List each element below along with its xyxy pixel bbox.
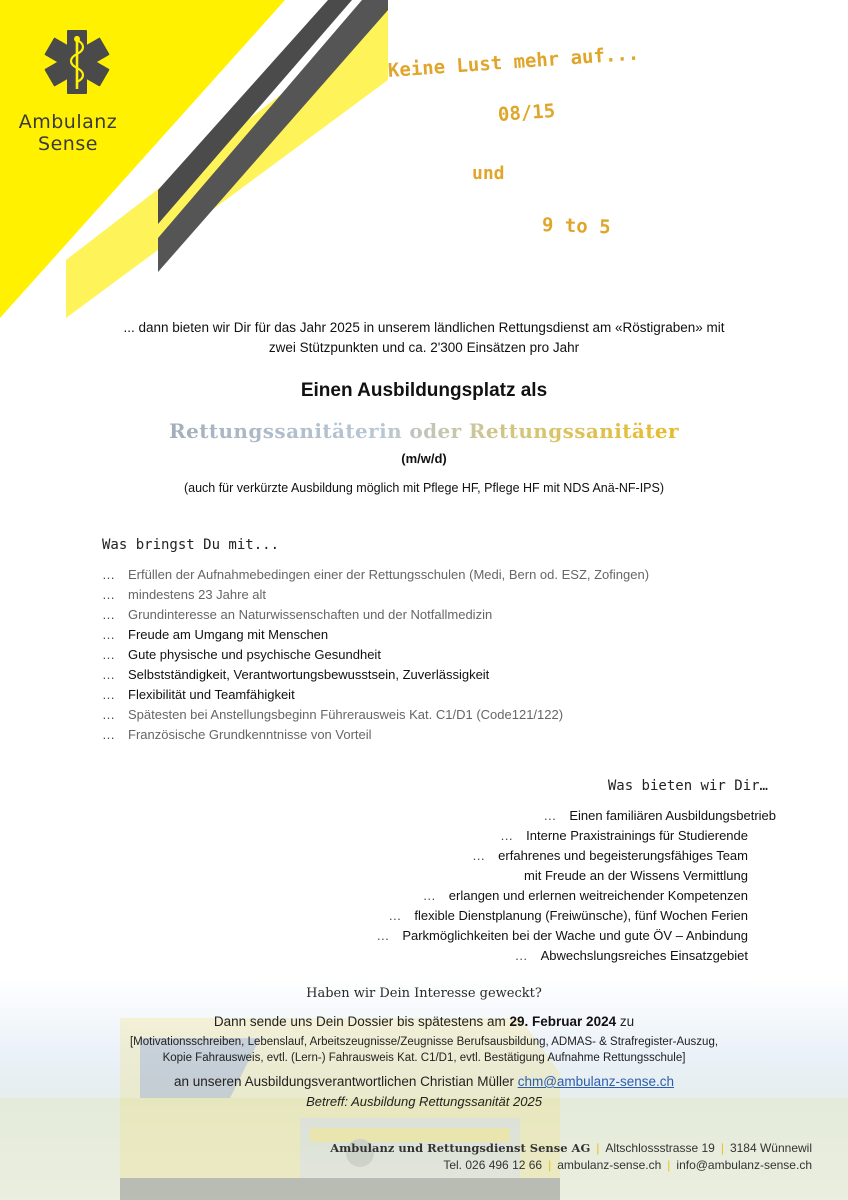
bullet: … xyxy=(102,707,116,722)
bullet: … xyxy=(102,667,116,682)
job-title: Rettungssanitäterin oder Rettungssanitäter xyxy=(0,419,848,443)
bullet: … xyxy=(388,908,403,923)
email-subject: Betreff: Ausbildung Rettungssanität 2025 xyxy=(306,1094,542,1109)
list-item: … Spätesten bei Anstellungsbeginn Führerausweis Kat. C1/D1 (Code121/122) xyxy=(102,705,649,725)
intro-line2: zwei Stützpunkten und ca. 2'300 Einsätzen pro Jahr xyxy=(268,340,580,355)
gender-note: (m/w/d) xyxy=(401,451,447,466)
requirements-list xyxy=(102,565,649,745)
footer-address xyxy=(330,1141,812,1155)
list-item: … Gute physische und psychische Gesundheit xyxy=(102,645,649,665)
list-item: … mindestens 23 Jahre alt xyxy=(102,585,649,605)
shortened-training-note: (auch für verkürzte Ausbildung möglich mit Pflege HF, Pflege HF mit NDS Anä-NF-IPS) xyxy=(183,481,665,495)
separator: | xyxy=(548,1158,552,1172)
footer-email-link[interactable]: info@ambulanz-sense.ch xyxy=(676,1158,812,1172)
slogan-line1: Keine Lust mehr auf... xyxy=(387,42,640,82)
list-item: … Selbstständigkeit, Verantwortungsbewusstsein, Zuverlässigkeit xyxy=(102,665,649,685)
intro-text xyxy=(0,318,848,358)
list-item: … Französische Grundkenntnisse von Vorteil xyxy=(102,725,649,745)
bullet: … xyxy=(102,607,116,622)
bullet: … xyxy=(514,948,529,963)
offers-heading: Was bieten wir Dir… xyxy=(607,778,768,794)
list-item: … flexible Dienstplanung (Freiwünsche), fünf Wochen Ferien xyxy=(376,906,776,926)
cta-heading: Haben wir Dein Interesse geweckt? xyxy=(306,986,542,1001)
headline: Einen Ausbildungsplatz als xyxy=(300,380,548,401)
contact-email-link[interactable]: chm@ambulanz-sense.ch xyxy=(517,1074,674,1089)
header-graphic xyxy=(0,0,848,330)
brand-name-line2: Sense xyxy=(38,133,98,155)
intro-line1: ... dann bieten wir Dir für das Jahr 2025 in unserem ländlichen Rettungsdienst am «Röstigraben» mit xyxy=(123,320,725,335)
street: Altschlossstrasse 19 xyxy=(605,1141,715,1155)
bullet: … xyxy=(472,848,487,863)
list-item: … Flexibilität und Teamfähigkeit xyxy=(102,685,649,705)
list-item: mit Freude an der Wissens Vermittlung xyxy=(524,868,748,883)
separator: | xyxy=(720,1141,724,1155)
bullet: … xyxy=(102,727,116,742)
bullet: … xyxy=(102,587,116,602)
footer-contact xyxy=(443,1158,812,1172)
deadline-date: 29. Februar 2024 xyxy=(509,1014,617,1029)
slogan-line3: und xyxy=(472,163,505,184)
list-item: … Einen familiären Ausbildungsbetrieb xyxy=(376,806,776,826)
separator: | xyxy=(596,1141,600,1155)
slogan-line4: 9 to 5 xyxy=(541,214,611,239)
separator: | xyxy=(667,1158,671,1172)
phone: Tel. 026 496 12 66 xyxy=(443,1158,543,1172)
bullet: … xyxy=(102,647,116,662)
bullet: … xyxy=(376,928,391,943)
bullet: … xyxy=(102,567,116,582)
list-item: … Abwechslungsreiches Einsatzgebiet xyxy=(376,946,776,966)
city: 3184 Wünnewil xyxy=(729,1141,812,1155)
bullet: … xyxy=(102,627,116,642)
offers-list xyxy=(376,806,776,966)
contact-line: an unseren Ausbildungsverantwortlichen Christian Müller chm@ambulanz-sense.ch xyxy=(174,1074,674,1089)
slogan-line2: 08/15 xyxy=(497,100,556,126)
list-item: … erlangen und erlernen weitreichender Kompetenzen xyxy=(376,886,776,906)
list-item: … Parkmöglichkeiten bei der Wache und gute ÖV – Anbindung xyxy=(376,926,776,946)
list-item: … Freude am Umgang mit Menschen xyxy=(102,625,649,645)
required-documents: [Motivationsschreiben, Lebenslauf, Arbeitszeugnisse/Zeugnisse Berufsausbildung, ADMAS- & Strafregister-Auszug, Kopie Fahrausweis, evtl. (Lern-) Fahrausweis Kat. C1/D1, evtl. Bestätigung Aufnahme Rettungsschule] xyxy=(129,1036,719,1064)
list-item: … Interne Praxistrainings für Studierende xyxy=(376,826,776,846)
bullet: … xyxy=(543,808,558,823)
brand-name-line1: Ambulanz xyxy=(18,111,118,133)
bullet: … xyxy=(102,687,116,702)
list-item: … Erfüllen der Aufnahmebedingen einer der Rettungsschulen (Medi, Bern od. ESZ, Zofingen) xyxy=(102,565,649,585)
requirements-heading: Was bringst Du mit... xyxy=(102,537,280,553)
bullet: … xyxy=(422,888,437,903)
company-name: Ambulanz und Rettungsdienst Sense AG xyxy=(330,1141,591,1155)
list-item: … Grundinteresse an Naturwissenschaften und der Notfallmedizin xyxy=(102,605,649,625)
deadline-line: Dann sende uns Dein Dossier bis spätestens am 29. Februar 2024 zu xyxy=(213,1014,635,1029)
website-link[interactable]: ambulanz-sense.ch xyxy=(557,1158,662,1172)
bullet: … xyxy=(500,828,515,843)
list-item: … erfahrenes und begeisterungsfähiges Team xyxy=(376,846,776,866)
